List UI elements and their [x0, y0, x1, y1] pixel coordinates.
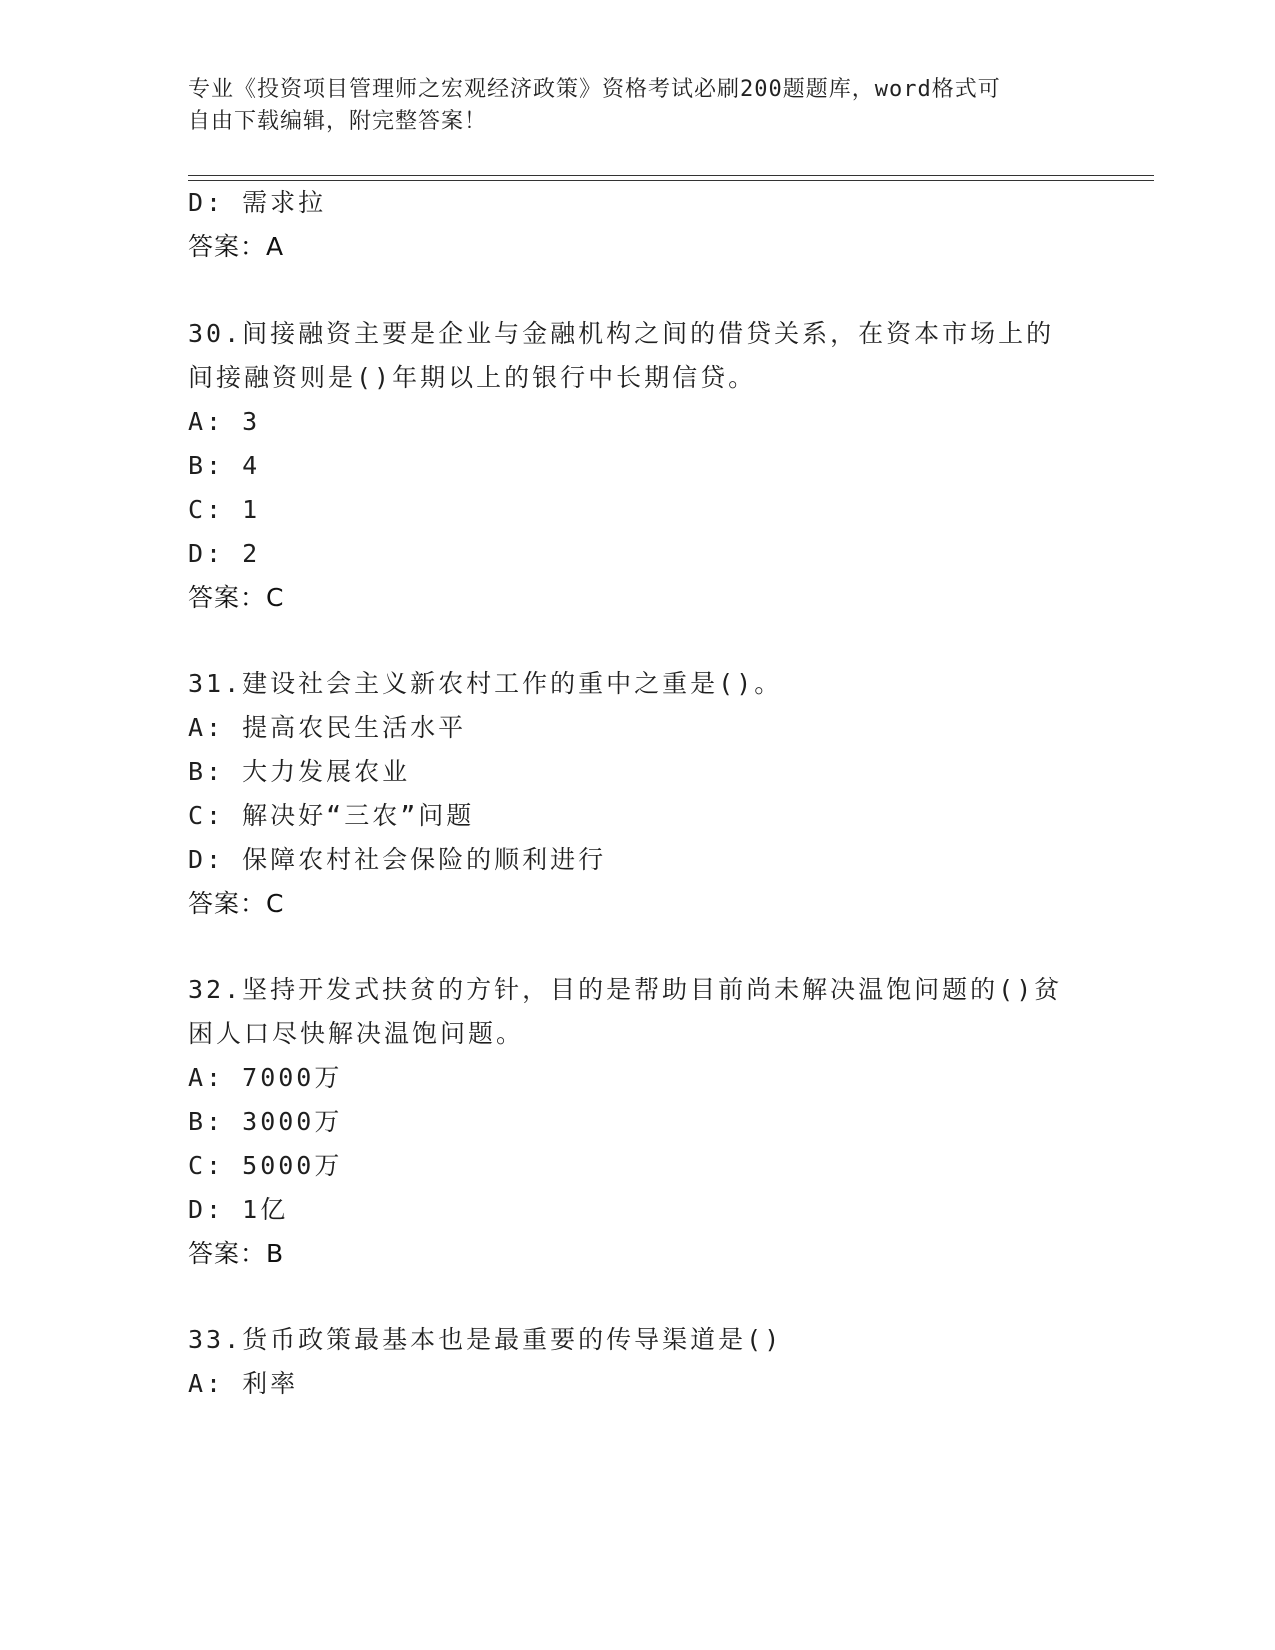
question-30-option-a: A: 3 [188, 407, 261, 436]
question-31-stem-line-1: 31.建设社会主义新农村工作的重中之重是()。 [188, 669, 783, 698]
header-line-2: 自由下载编辑，附完整答案！ [188, 109, 488, 134]
question-33-option-a: A: 利率 [188, 1369, 299, 1398]
question-31-option-c: C: 解决好“三农”问题 [188, 801, 475, 830]
question-32-option-b: B: 3000万 [188, 1107, 343, 1136]
question-32-answer: 答案：B [188, 1239, 285, 1268]
page-header [188, 74, 1088, 138]
question-32-stem-line-2: 困人口尽快解决温饱问题。 [188, 1019, 525, 1048]
question-30-stem-line-2: 间接融资则是()年期以上的银行中长期信贷。 [188, 363, 757, 392]
header-divider-top [188, 175, 1154, 176]
question-31-option-a: A: 提高农民生活水平 [188, 713, 467, 742]
question-31-option-d: D: 保障农村社会保险的顺利进行 [188, 845, 607, 874]
question-33-stem-line-1: 33.货币政策最基本也是最重要的传导渠道是() [188, 1325, 783, 1354]
answer-line: 答案：A [188, 232, 285, 261]
question-30-option-c: C: 1 [188, 495, 261, 524]
question-32-option-a: A: 7000万 [188, 1063, 343, 1092]
question-30-answer: 答案：C [188, 583, 285, 612]
question-30-option-b: B: 4 [188, 451, 261, 480]
question-31-option-b: B: 大力发展农业 [188, 757, 411, 786]
question-30-option-d: D: 2 [188, 539, 261, 568]
header-divider-bottom [188, 180, 1154, 181]
question-32-option-d: D: 1亿 [188, 1195, 289, 1224]
question-32-option-c: C: 5000万 [188, 1151, 343, 1180]
question-30-stem-line-1: 30.间接融资主要是企业与金融机构之间的借贷关系，在资本市场上的 [188, 319, 1055, 348]
option-d: D: 需求拉 [188, 188, 327, 217]
question-31-answer: 答案：C [188, 889, 285, 918]
question-32-stem-line-1: 32.坚持开发式扶贫的方针，目的是帮助目前尚未解决温饱问题的()贫 [188, 975, 1063, 1004]
header-line-1: 专业《投资项目管理师之宏观经济政策》资格考试必刷200题题库，word格式可 [188, 77, 1001, 102]
